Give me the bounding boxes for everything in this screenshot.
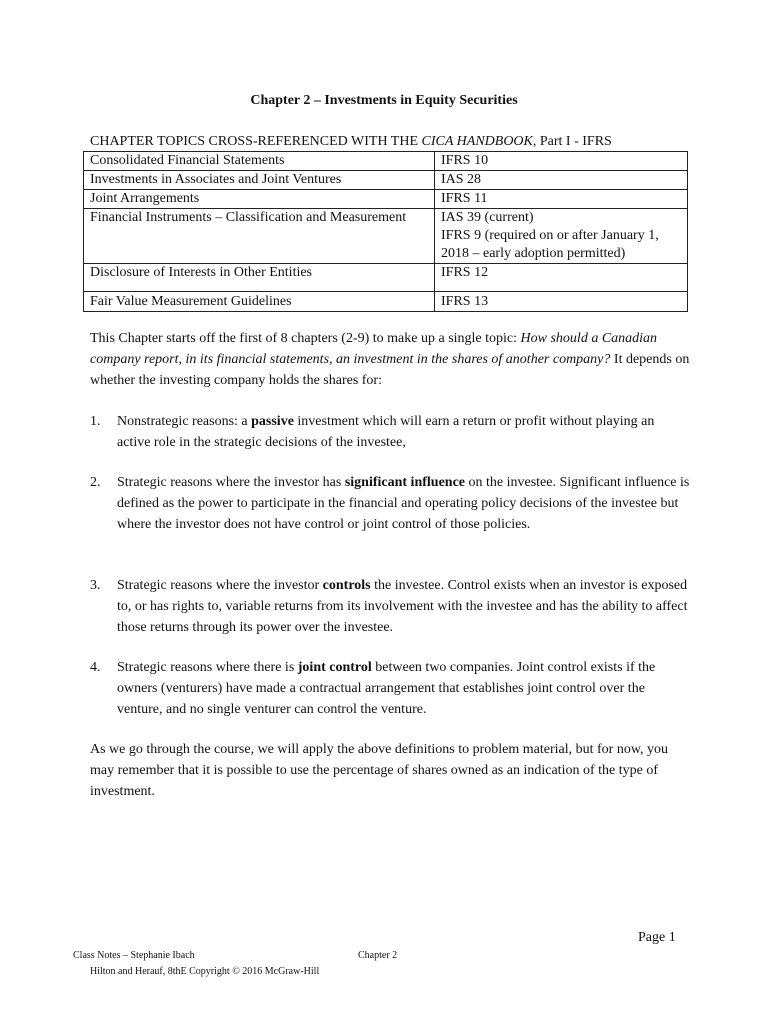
list-item (90, 657, 690, 720)
footer-copyright: Hilton and Herauf, 8thE Copyright © 2016 McGraw-Hill (90, 966, 320, 977)
list-item (90, 575, 690, 638)
list-item (90, 411, 690, 453)
topic-cell: Fair Value Measurement Guidelines (84, 292, 435, 312)
table-heading (90, 134, 612, 150)
list-text (117, 575, 690, 638)
list-text-pre: Strategic reasons where the investor has (117, 475, 345, 490)
footer-notes: Class Notes – Stephanie Ibach (73, 950, 195, 961)
table-heading-prefix: CHAPTER TOPICS CROSS-REFERENCED WITH THE (90, 134, 422, 149)
list-item (90, 472, 690, 535)
list-text-post: between two companies. Joint control exists if the owners (venturers) have made a contractual arrangement that establishes joint control over the venture, and no single venturer can control the venture. (117, 660, 656, 717)
intro-question: How should a Canadian company report, in its financial statements, an investment in the shares of another company? (90, 331, 658, 367)
footer-chapter: Chapter 2 (358, 950, 398, 961)
list-text-bold: controls (322, 578, 371, 593)
list-text-bold: significant influence (344, 475, 465, 490)
topic-cell: Joint Arrangements (84, 190, 435, 209)
ref-cell: IFRS 10 (435, 152, 688, 171)
table-row (84, 190, 688, 209)
list-text-bold: joint control (297, 660, 372, 675)
intro-part2: It depends on whether the investing company holds the shares for: (90, 352, 690, 388)
topic-cell: Investments in Associates and Joint Ventures (84, 171, 435, 190)
table-heading-handbook: CICA HANDBOOK (421, 134, 533, 149)
ref-cell: IFRS 11 (435, 190, 688, 209)
page-title: Chapter 2 – Investments in Equity Securities (250, 93, 518, 108)
list-number: 4. (90, 660, 101, 675)
topic-cell: Financial Instruments – Classification and Measurement (84, 209, 435, 264)
topics-table (83, 151, 688, 312)
ref-cell: IFRS 12 (435, 264, 688, 292)
list-text (117, 472, 690, 535)
ref-cell (435, 209, 688, 264)
table-row (84, 152, 688, 171)
list-text-post: investment which will earn a return or profit without playing an active role in the strategic decisions of the investee, (117, 414, 655, 450)
table-heading-suffix: , Part I - IFRS (532, 134, 612, 149)
list-number: 2. (90, 475, 101, 490)
table-row (84, 209, 688, 264)
ref-line: IFRS 9 (required on or after January 1, 2018 – early adoption permitted) (441, 228, 659, 261)
intro-paragraph (90, 328, 690, 391)
list-text-post: on the investee. Significant influence is defined as the power to participate in the financial and operating policy decisions of the investee but where the investor does not have control or joint control of those policies. (117, 475, 690, 532)
list-text-post: the investee. Control exists when an investor is exposed to, or has rights to, variable returns from its involvement with the investee and has the ability to affect those returns through its power over the investee. (117, 578, 688, 635)
list-number: 1. (90, 414, 101, 429)
topic-cell: Consolidated Financial Statements (84, 152, 435, 171)
topic-cell: Disclosure of Interests in Other Entities (84, 264, 435, 292)
list-text-bold: passive (251, 414, 294, 429)
list-text (117, 657, 690, 720)
table-row (84, 264, 688, 292)
table-row (84, 171, 688, 190)
ref-line: IAS 39 (current) (441, 210, 534, 225)
closing-paragraph: As we go through the course, we will apply the above definitions to problem material, but for now, you may remember that it is possible to use the percentage of shares owned as an indication of the type of investment. (90, 742, 669, 799)
list-text-pre: Strategic reasons where the investor (117, 578, 323, 593)
list-text-pre: Nonstrategic reasons: a (117, 414, 252, 429)
page-number: Page 1 (638, 930, 676, 945)
table-row (84, 292, 688, 312)
list-text (117, 411, 690, 453)
ref-cell: IAS 28 (435, 171, 688, 190)
intro-part1: This Chapter starts off the first of 8 chapters (2-9) to make up a single topic: (90, 331, 521, 346)
ref-cell: IFRS 13 (435, 292, 688, 312)
list-text-pre: Strategic reasons where there is (117, 660, 298, 675)
list-number: 3. (90, 578, 101, 593)
